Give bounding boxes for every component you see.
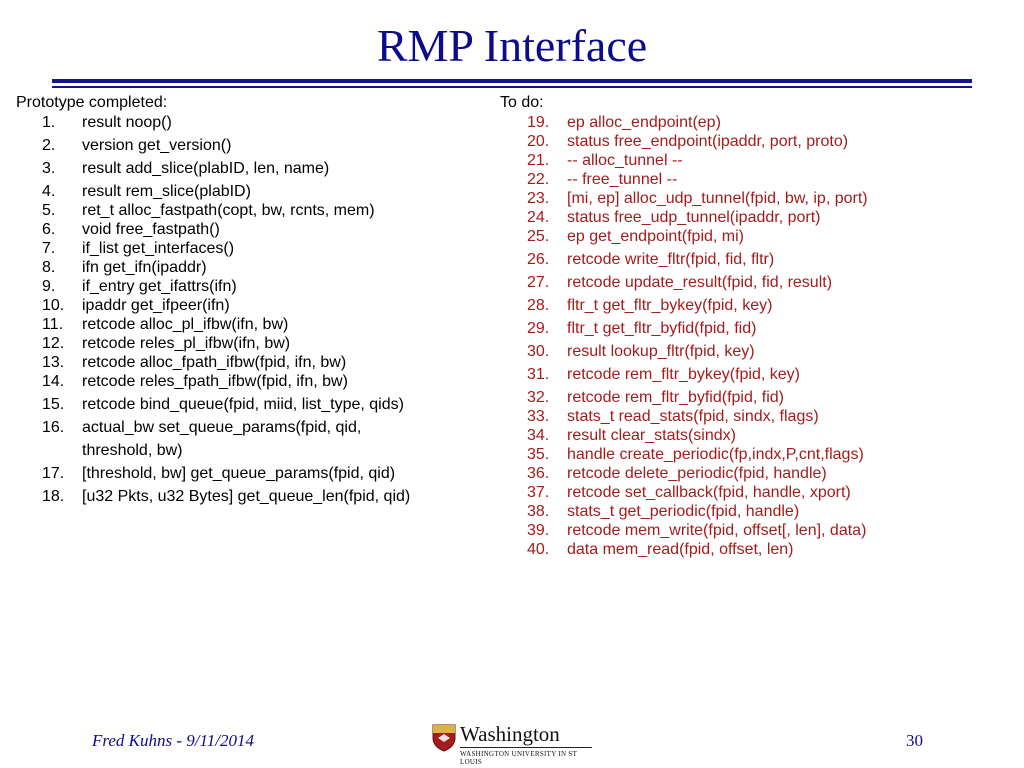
item-text: [threshold, bw] get_queue_params(fpid, qid) <box>82 465 396 482</box>
item-number: 19. <box>527 114 550 131</box>
page-number: 30 <box>906 731 923 750</box>
list-item <box>500 502 1000 521</box>
todo-heading: To do: <box>500 94 544 111</box>
item-number: 13. <box>42 354 65 371</box>
list-item <box>500 388 1000 407</box>
list-item <box>500 296 1000 315</box>
item-number: 7. <box>42 240 56 257</box>
item-text: fltr_t get_fltr_bykey(fpid, key) <box>567 297 773 314</box>
item-text: -- free_tunnel -- <box>567 171 678 188</box>
item-text: retcode delete_periodic(fpid, handle) <box>567 465 827 482</box>
list-item <box>500 426 1000 445</box>
item-text: retcode alloc_pl_ifbw(ifn, bw) <box>82 316 289 333</box>
item-text: status free_udp_tunnel(ipaddr, port) <box>567 209 821 226</box>
item-number: 10. <box>42 297 65 314</box>
title-rule-thick <box>52 79 972 83</box>
item-number: 3. <box>42 160 56 177</box>
list-item <box>16 296 496 315</box>
item-text: void free_fastpath() <box>82 221 220 238</box>
item-number: 22. <box>527 171 550 188</box>
item-text: stats_t read_stats(fpid, sindx, flags) <box>567 408 819 425</box>
list-item <box>16 220 496 239</box>
item-text: actual_bw set_queue_params(fpid, qid, <box>82 419 362 436</box>
item-number: 36. <box>527 465 550 482</box>
item-text: data mem_read(fpid, offset, len) <box>567 541 794 558</box>
list-item <box>16 395 496 414</box>
list-item <box>16 464 496 483</box>
item-number: 11. <box>42 316 64 333</box>
item-text: ep get_endpoint(fpid, mi) <box>567 228 744 245</box>
todo-column <box>500 93 1000 559</box>
logo-divider <box>460 747 592 748</box>
list-item <box>16 159 496 178</box>
item-number: 6. <box>42 221 56 238</box>
item-number: 5. <box>42 202 56 219</box>
item-number: 17. <box>42 465 65 482</box>
item-number: 27. <box>527 274 550 291</box>
item-text: result lookup_fltr(fpid, key) <box>567 343 755 360</box>
item-number: 31. <box>527 366 550 383</box>
item-text: [u32 Pkts, u32 Bytes] get_queue_len(fpid, qid) <box>82 488 411 505</box>
list-item <box>500 483 1000 502</box>
item-number: 38. <box>527 503 550 520</box>
item-number: 14. <box>42 373 65 390</box>
prototype-list <box>16 113 496 506</box>
item-text: stats_t get_periodic(fpid, handle) <box>567 503 800 520</box>
item-text: [mi, ep] alloc_udp_tunnel(fpid, bw, ip, port) <box>567 190 868 207</box>
item-text: result noop() <box>82 114 172 131</box>
list-item <box>16 113 496 132</box>
item-text: retcode rem_fltr_byfid(fpid, fid) <box>567 389 784 406</box>
item-number: 18. <box>42 488 65 505</box>
item-number: 15. <box>42 396 65 413</box>
list-item <box>500 151 1000 170</box>
item-text: retcode reles_pl_ifbw(ifn, bw) <box>82 335 291 352</box>
item-text: handle create_periodic(fp,indx,P,cnt,flags) <box>567 446 864 463</box>
logo-subtitle: WASHINGTON UNIVERSITY IN ST LOUIS <box>460 750 578 766</box>
item-number: 24. <box>527 209 550 226</box>
item-number: 26. <box>527 251 550 268</box>
list-item <box>16 136 496 155</box>
item-text: result add_slice(plabID, len, name) <box>82 160 330 177</box>
item-number: 30. <box>527 343 550 360</box>
list-item <box>500 365 1000 384</box>
list-item <box>500 464 1000 483</box>
item-number: 28. <box>527 297 550 314</box>
item-number: 32. <box>527 389 550 406</box>
item-text: -- alloc_tunnel -- <box>567 152 683 169</box>
item-number: 21. <box>527 152 550 169</box>
item-text: ret_t alloc_fastpath(copt, bw, rcnts, mem) <box>82 202 375 219</box>
item-text: fltr_t get_fltr_byfid(fpid, fid) <box>567 320 757 337</box>
item-number: 4. <box>42 183 56 200</box>
list-item <box>500 170 1000 189</box>
prototype-heading: Prototype completed: <box>16 94 168 111</box>
item-text: result clear_stats(sindx) <box>567 427 736 444</box>
item-number: 25. <box>527 228 550 245</box>
list-item <box>16 334 496 353</box>
logo-wordmark: Washington <box>460 722 560 746</box>
list-item <box>500 273 1000 292</box>
item-text: retcode alloc_fpath_ifbw(fpid, ifn, bw) <box>82 354 347 371</box>
prototype-column <box>16 93 496 506</box>
item-number: 12. <box>42 335 65 352</box>
slide-title: RMP Interface <box>376 20 648 71</box>
item-number: 1. <box>42 114 56 131</box>
list-item <box>16 258 496 277</box>
list-item <box>500 342 1000 361</box>
todo-list <box>500 113 1000 559</box>
list-item <box>500 445 1000 464</box>
list-item <box>500 540 1000 559</box>
list-item <box>16 201 496 220</box>
item-text: ipaddr get_ifpeer(ifn) <box>82 297 230 314</box>
item-number: 2. <box>42 137 56 154</box>
list-item <box>500 208 1000 227</box>
item-text: retcode write_fltr(fpid, fid, fltr) <box>567 251 775 268</box>
item-number: 40. <box>527 541 550 558</box>
item-number: 23. <box>527 190 550 207</box>
list-item <box>500 407 1000 426</box>
item-text: ep alloc_endpoint(ep) <box>567 114 721 131</box>
item-text: status free_endpoint(ipaddr, port, proto) <box>567 133 849 150</box>
list-item <box>500 189 1000 208</box>
item-number: 29. <box>527 320 550 337</box>
item-text: result rem_slice(plabID) <box>82 183 251 200</box>
list-item <box>16 277 496 296</box>
list-item <box>16 418 496 437</box>
list-item <box>500 250 1000 269</box>
item-text: if_entry get_ifattrs(ifn) <box>82 278 237 295</box>
footer-author-date: Fred Kuhns - 9/11/2014 <box>92 731 254 750</box>
item-text: retcode reles_fpath_ifbw(fpid, ifn, bw) <box>82 373 348 390</box>
item-number: 35. <box>527 446 550 463</box>
item-number: 9. <box>42 278 56 295</box>
list-item <box>16 182 496 201</box>
item-number: 39. <box>527 522 550 539</box>
item-text: retcode update_result(fpid, fid, result) <box>567 274 833 291</box>
list-item <box>16 372 496 391</box>
item-text: retcode rem_fltr_bykey(fpid, key) <box>567 366 800 383</box>
item-number: 8. <box>42 259 56 276</box>
list-item <box>500 113 1000 132</box>
item-number: 37. <box>527 484 550 501</box>
list-item <box>500 227 1000 246</box>
list-item <box>16 441 496 460</box>
list-item <box>16 487 496 506</box>
item-text: retcode mem_write(fpid, offset[, len], data) <box>567 522 867 539</box>
list-item <box>500 521 1000 540</box>
list-item <box>500 319 1000 338</box>
list-item <box>500 132 1000 151</box>
item-text: ifn get_ifn(ipaddr) <box>82 259 207 276</box>
item-text: retcode bind_queue(fpid, miid, list_type, qids) <box>82 396 404 413</box>
item-text: retcode set_callback(fpid, handle, xport) <box>567 484 851 501</box>
item-number <box>42 441 82 460</box>
item-text: version get_version() <box>82 137 232 154</box>
item-number: 33. <box>527 408 550 425</box>
item-text: if_list get_interfaces() <box>82 240 235 257</box>
list-item <box>16 239 496 258</box>
list-item <box>16 353 496 372</box>
item-number: 20. <box>527 133 550 150</box>
list-item <box>16 315 496 334</box>
shield-icon <box>432 724 456 752</box>
item-number: 34. <box>527 427 550 444</box>
item-text: threshold, bw) <box>82 442 183 459</box>
title-rule-thin <box>52 86 972 88</box>
item-number: 16. <box>42 419 65 436</box>
university-logo <box>430 722 592 766</box>
